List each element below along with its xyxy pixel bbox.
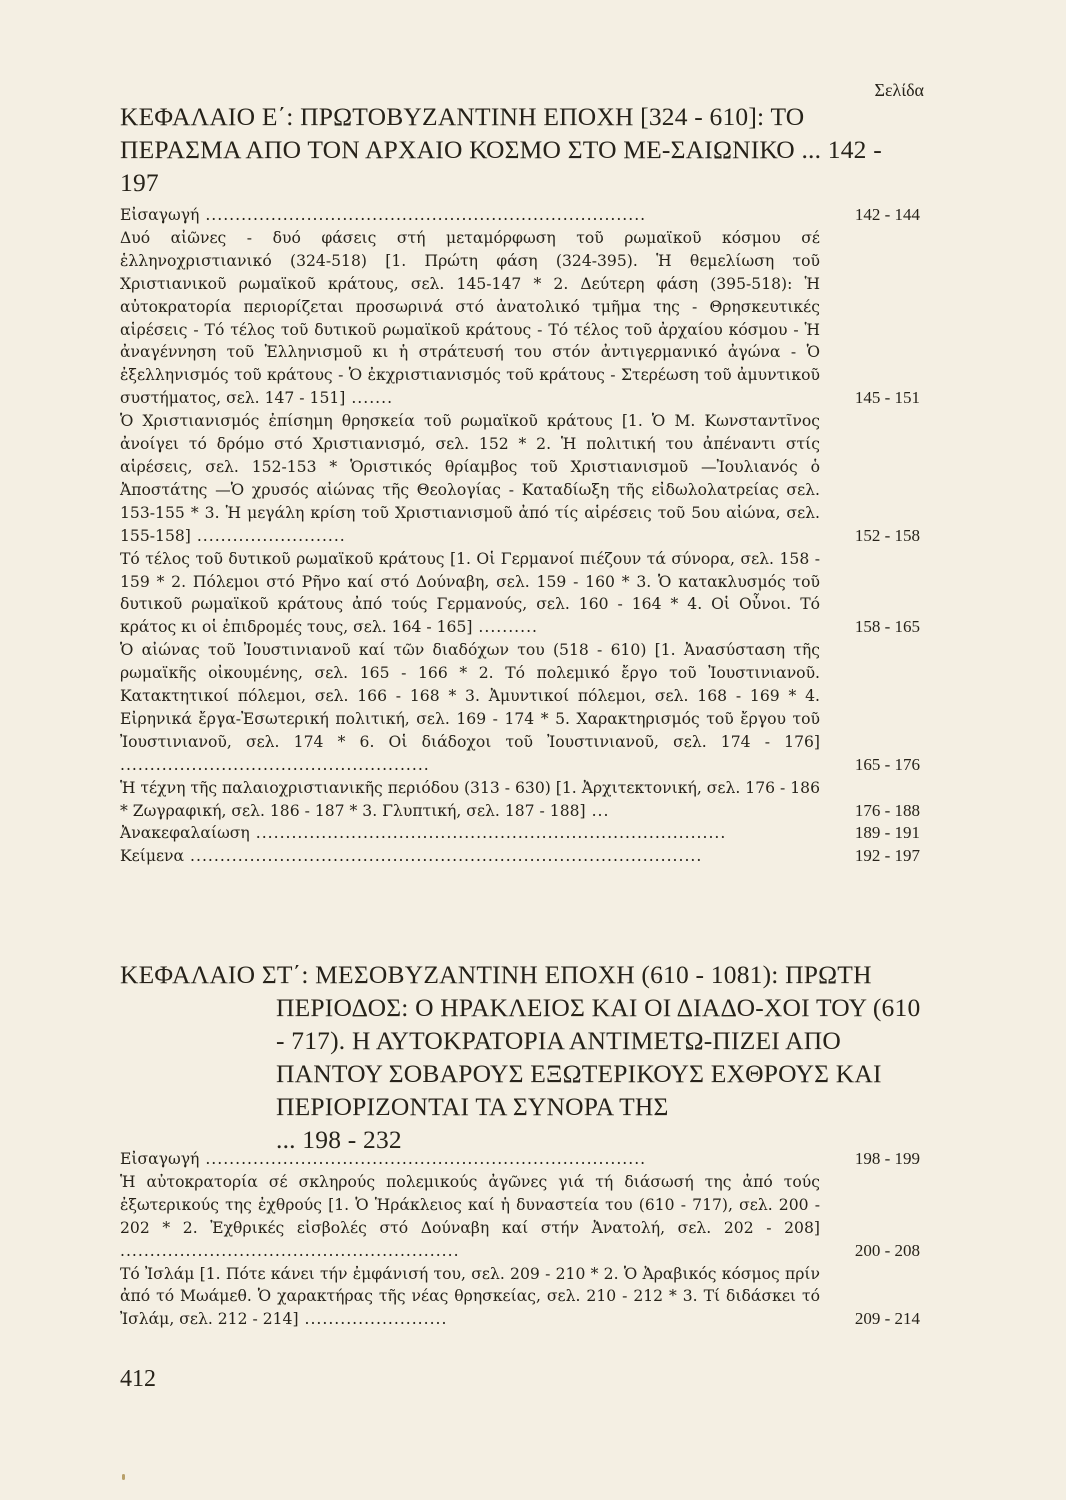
toc-entry-text: Δυό αἰῶνες - δυό φάσεις στή μεταμόρφωση τοῦ ρωμαϊκοῦ κόσμου σέ ἑλληνοχριστιανικό (324-518) [1. Πρώτη φάση (324-395). Ἡ θεμελίωση τοῦ Χριστιανικοῦ ρωμαϊκοῦ κράτους, σελ. 145-147 * 2. Δεύτερη φάση (395-518): Ἡ αὐτοκρατορία περιορίζεται προσωρινά στό ἀνατολικό τμῆμα της - Θρησκευτικές αἱρέσεις - Τό τέλος τοῦ δυτικοῦ ρωμαϊκοῦ κράτους - Τό τέλος τοῦ ἀρχαίου κόσμου - Ἡ ἀναγέννηση τοῦ Ἑλληνισμοῦ κι ἡ στράτευσή του στόν ἀντιγερμανικό ἀγώνα - Ὁ ἐξελληνισμός τοῦ κράτους - Ὁ ἐκχριστιανισμός τοῦ κράτους - Στερέωση τοῦ ἀμυντικοῦ συστήματος, σελ. 147 - 151]: [120, 228, 820, 408]
toc-entry-text: Ἡ τέχνη τῆς παλαιοχριστιανικῆς περιόδου (313 - 630) [1. Ἀρχιτεκτονική, σελ. 176 - 186 * Ζωγραφική, σελ. 186 - 187 * 3. Γλυπτική, σελ. 187 - 188]: [120, 778, 820, 820]
toc-entry-text: Κείμενα: [120, 847, 185, 866]
toc-entry-pages: 158 - 165: [854, 617, 920, 637]
toc-entry-pages: 145 - 151: [854, 388, 920, 408]
paper-speck: [122, 1474, 125, 1480]
page-column-label: Σελίδα: [874, 80, 924, 100]
toc-entry-pages: 192 - 197: [854, 846, 920, 866]
chapter-6-entries: [120, 1148, 920, 1331]
toc-entry: Ὁ Χριστιανισμός ἐπίσημη θρησκεία τοῦ ρωμαϊκοῦ κράτους [1. Ὁ Μ. Κωνσταντῖνος ἀνοίγει τό δρόμο στό Χριστιανισμό, σελ. 152 * 2. Ἡ πολιτική του ἀπέναντι στίς αἱρέσεις, σελ. 152-153 * Ὁριστικός θρίαμβος τοῦ Χριστιανισμοῦ —Ἰουλιανός ὁ Ἀποστάτης —Ὁ χρυσός αἰώνας τῆς Θεολογίας - Καταδίωξη τῆς εἰδωλολατρείας σελ. 153-155 * 3. Ἡ μεγάλη κρίση τοῦ Χριστιανισμοῦ ἀπό τίς αἱρέσεις τοῦ 5ου αἰώνα, σελ. 155-158] ......................... 152 - 158: [120, 410, 920, 547]
toc-entry-text: Ὁ αἰώνας τοῦ Ἰουστινιανοῦ καί τῶν διαδόχων του (518 - 610) [1. Ἀνασύσταση τῆς ρωμαϊκῆς οἰκουμένης, σελ. 165 - 166 * 2. Τό πολεμικό ἔργο τοῦ Ἰουστινιανοῦ. Κατακτητικοί πόλεμοι, σελ. 166 - 168 * 3. Ἀμυντικοί πόλεμοι, σελ. 168 - 169 * 4. Εἰρηνικά ἔργα-Ἐσωτερική πολιτική, σελ. 169 - 174 * 5. Χαρακτηρισμός τοῦ ἔργου τοῦ Ἰουστινιανοῦ, σελ. 174 * 6. Οἱ διάδοχοι τοῦ Ἰουστινιανοῦ, σελ. 174 - 176]: [120, 641, 820, 751]
toc-entry: Τό Ἰσλάμ [1. Πότε κάνει τήν ἐμφάνισή του, σελ. 209 - 210 * 2. Ὁ Ἀραβικός κόσμος πρίν ἀπό τό Μωάμεθ. Ὁ χαρακτήρας τῆς νέας θρησκείας, σελ. 210 - 212 * 3. Τί διδάσκει τό Ἰσλάμ, σελ. 212 - 214] ........................ 209 - 214: [120, 1263, 920, 1332]
toc-entry-text: Τό τέλος τοῦ δυτικοῦ ρωμαϊκοῦ κράτους [1. Οἱ Γερμανοί πιέζουν τά σύνορα, σελ. 158 - 159 * 2. Πόλεμοι στό Ρῆνο καί στό Δούναβη, σελ. 159 - 160 * 3. Ὁ κατακλυσμός τοῦ δυτικοῦ ρωμαϊκοῦ κράτους ἀπό τούς Γερμανούς, σελ. 160 - 164 * 4. Οἱ Οὖνοι. Τό κράτος κι οἱ ἐπιδρομές τους, σελ. 164 - 165]: [120, 549, 820, 637]
chapter-5-entries: [120, 204, 920, 868]
toc-entry-pages: 152 - 158: [854, 525, 920, 545]
toc-entry: Ἡ αὐτοκρατορία σέ σκληρούς πολεμικούς ἀγῶνες γιά τή διάσωσή της ἀπό τούς ἐξωτερικούς της ἐχθρούς [1. Ὁ Ἡράκλειος καί ἡ δυναστεία του (610 - 717), σελ. 200 - 202 * 2. Ἐχθρικές εἰσβολές στό Δούναβη καί στήν Ἀνατολή, σελ. 202 - 208] ......................................................... 200 - 208: [120, 1171, 920, 1263]
toc-entry: Ἀνακεφαλαίωση ............................................................................... 189 - 191: [120, 822, 920, 845]
toc-entry: Δυό αἰῶνες - δυό φάσεις στή μεταμόρφωση τοῦ ρωμαϊκοῦ κόσμου σέ ἑλληνοχριστιανικό (324-518) [1. Πρώτη φάση (324-395). Ἡ θεμελίωση τοῦ Χριστιανικοῦ ρωμαϊκοῦ κράτους, σελ. 145-147 * 2. Δεύτερη φάση (395-518): Ἡ αὐτοκρατορία περιορίζεται προσωρινά στό ἀνατολικό τμῆμα της - Θρησκευτικές αἱρέσεις - Τό τέλος τοῦ δυτικοῦ ρωμαϊκοῦ κράτους - Τό τέλος τοῦ ἀρχαίου κόσμου - Ἡ ἀναγέννηση τοῦ Ἑλληνισμοῦ κι ἡ στράτευσή του στόν ἀντιγερμανικό ἀγώνα - Ὁ ἐξελληνισμός τοῦ κράτους - Ὁ ἐκχριστιανισμός τοῦ κράτους - Στερέωση τοῦ ἀμυντικοῦ συστήματος, σελ. 147 - 151] ....... 145 - 151: [120, 227, 920, 410]
toc-entry-text: Εἰσαγωγή: [120, 1150, 200, 1168]
page-number: 412: [120, 1366, 156, 1392]
toc-entry-pages: 165 - 176: [854, 754, 920, 774]
toc-entry: Εἰσαγωγή .......................................................................... 198 - 199: [120, 1148, 920, 1171]
toc-entry: Ὁ αἰώνας τοῦ Ἰουστινιανοῦ καί τῶν διαδόχων του (518 - 610) [1. Ἀνασύσταση τῆς ρωμαϊκῆς οἰκουμένης, σελ. 165 - 166 * 2. Τό πολεμικό ἔργο τοῦ Ἰουστινιανοῦ. Κατακτητικοί πόλεμοι, σελ. 166 - 168 * 3. Ἀμυντικοί πόλεμοι, σελ. 168 - 169 * 4. Εἰρηνικά ἔργα-Ἐσωτερική πολιτική, σελ. 169 - 174 * 5. Χαρακτηρισμός τοῦ ἔργου τοῦ Ἰουστινιανοῦ, σελ. 174 * 6. Οἱ διάδοχοι τοῦ Ἰουστινιανοῦ, σελ. 174 - 176] .................................................... 165 - 176: [120, 639, 920, 776]
chapter-6-heading: [120, 958, 925, 1156]
chapter-5-heading: [120, 100, 925, 199]
toc-entry-text: Ἀνακεφαλαίωση: [120, 824, 250, 843]
toc-entry: Εἰσαγωγή .......................................................................... 142 - 144: [120, 204, 920, 227]
toc-entry: Κείμενα ...................................................................................... 192 - 197: [120, 845, 920, 868]
toc-entry-text: Εἰσαγωγή: [120, 206, 200, 224]
toc-entry-text: Ἡ αὐτοκρατορία σέ σκληρούς πολεμικούς ἀγῶνες γιά τή διάσωσή της ἀπό τούς ἐξωτερικούς της ἐχθρούς [1. Ὁ Ἡράκλειος καί ἡ δυναστεία του (610 - 717), σελ. 200 - 202 * 2. Ἐχθρικές εἰσβολές στό Δούναβη καί στήν Ἀνατολή, σελ. 202 - 208]: [120, 1172, 820, 1237]
toc-entry-text: Ὁ Χριστιανισμός ἐπίσημη θρησκεία τοῦ ρωμαϊκοῦ κράτους [1. Ὁ Μ. Κωνσταντῖνος ἀνοίγει τό δρόμο στό Χριστιανισμό, σελ. 152 * 2. Ἡ πολιτική του ἀπέναντι στίς αἱρέσεις, σελ. 152-153 * Ὁριστικός θρίαμβος τοῦ Χριστιανισμοῦ —Ἰουλιανός ὁ Ἀποστάτης —Ὁ χρυσός αἰώνας τῆς Θεολογίας - Καταδίωξη τῆς εἰδωλολατρείας σελ. 153-155 * 3. Ἡ μεγάλη κρίση τοῦ Χριστιανισμοῦ ἀπό τίς αἱρέσεις τοῦ 5ου αἰώνα, σελ. 155-158]: [120, 412, 820, 545]
toc-entry-text: Τό Ἰσλάμ [1. Πότε κάνει τήν ἐμφάνισή του, σελ. 209 - 210 * 2. Ὁ Ἀραβικός κόσμος πρίν ἀπό τό Μωάμεθ. Ὁ χαρακτήρας τῆς νέας θρησκείας, σελ. 210 - 212 * 3. Τί διδάσκει τό Ἰσλάμ, σελ. 212 - 214]: [120, 1264, 820, 1329]
chapter-5-title: ΚΕΦΑΛΑΙΟ Ε΄: ΠΡΩΤΟΒΥΖΑΝΤΙΝΗ ΕΠΟΧΗ [324 - 610]: ΤΟ ΠΕΡΑΣΜΑ ΑΠΟ ΤΟΝ ΑΡΧΑΙΟ ΚΟΣΜΟ ΣΤΟ ΜΕ-ΣΑΙΩΝΙΚΟ: [120, 102, 805, 164]
toc-entry-pages: 142 - 144: [854, 205, 920, 224]
toc-entry-pages: 200 - 208: [854, 1240, 920, 1260]
toc-entry-pages: 209 - 214: [854, 1309, 920, 1329]
toc-entry: Τό τέλος τοῦ δυτικοῦ ρωμαϊκοῦ κράτους [1. Οἱ Γερμανοί πιέζουν τά σύνορα, σελ. 158 - 159 * 2. Πόλεμοι στό Ρῆνο καί στό Δούναβη, σελ. 159 - 160 * 3. Ὁ κατακλυσμός τοῦ δυτικοῦ ρωμαϊκοῦ κράτους ἀπό τούς Γερμανούς, σελ. 160 - 164 * 4. Οἱ Οὖνοι. Τό κράτος κι οἱ ἐπιδρομές τους, σελ. 164 - 165] .......... 158 - 165: [120, 548, 920, 640]
toc-entry-pages: 189 - 191: [854, 823, 920, 843]
toc-entry: Ἡ τέχνη τῆς παλαιοχριστιανικῆς περιόδου (313 - 630) [1. Ἀρχιτεκτονική, σελ. 176 - 186 * Ζωγραφική, σελ. 186 - 187 * 3. Γλυπτική, σελ. 187 - 188] ... 176 - 188: [120, 777, 920, 823]
chapter-6-title: ΚΕΦΑΛΑΙΟ ΣΤ΄: ΜΕΣΟΒΥΖΑΝΤΙΝΗ ΕΠΟΧΗ (610 - 1081): ΠΡΩΤΗ ΠΕΡΙΟΔΟΣ: Ο ΗΡΑΚΛΕΙΟΣ ΚΑΙ ΟΙ ΔΙΑΔΟ-ΧΟΙ ΤΟΥ (610 - 717). Η ΑΥΤΟΚΡΑΤΟΡΙΑ ΑΝΤΙΜΕΤΩ-ΠΙΖΕΙ ΑΠΟ ΠΑΝΤΟΥ ΣΟΒΑΡΟΥΣ ΕΞΩΤΕΡΙΚΟΥΣ ΕΧΘΡΟΥΣ ΚΑΙ ΠΕΡΙΟΡΙΖΟΝΤΑΙ ΤΑ ΣΥΝΟΡΑ ΤΗΣ: [120, 960, 921, 1121]
toc-entry-pages: 198 - 199: [854, 1149, 920, 1168]
toc-entry-pages: 176 - 188: [854, 800, 920, 820]
chapter-5-range: ... 142 - 197: [120, 135, 882, 197]
chapter-6-range: ... 198 - 232: [276, 1125, 402, 1154]
